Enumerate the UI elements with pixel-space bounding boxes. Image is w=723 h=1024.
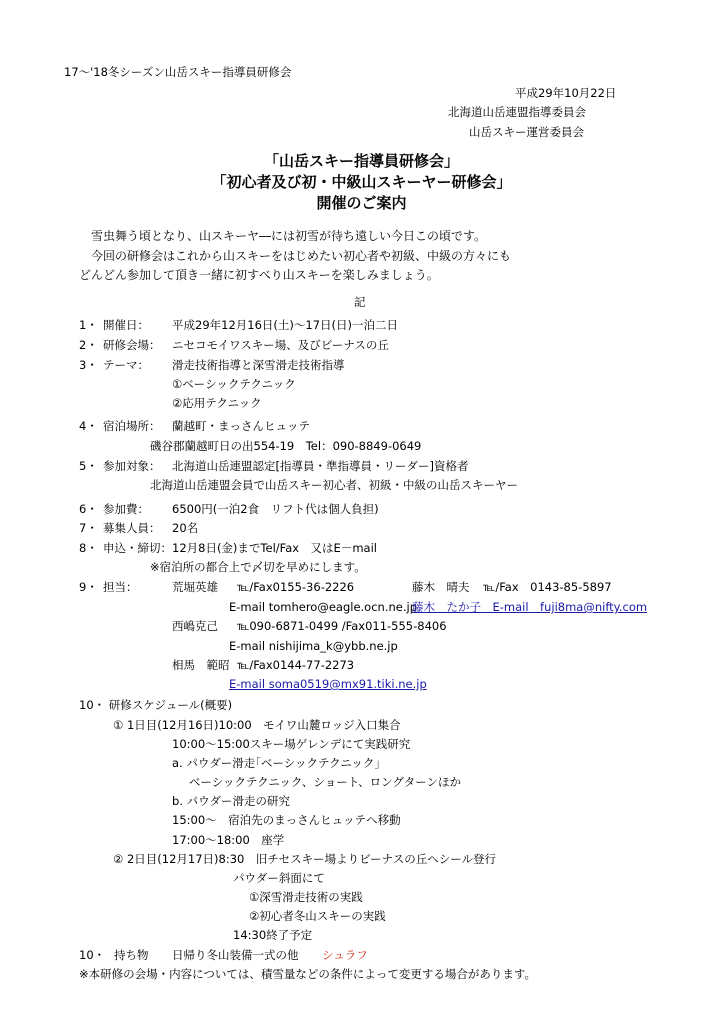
day2-line2: ①深雪滑走技術の実践 bbox=[249, 890, 363, 904]
contact4-email-link[interactable]: E-mail soma0519@mx91.tiki.ne.jp bbox=[229, 677, 427, 691]
item4-num: 4・ bbox=[79, 419, 98, 433]
item8-label: 申込・締切： bbox=[103, 541, 172, 555]
contact3-name: 西嶋克己 bbox=[172, 619, 218, 633]
item8-num: 8・ bbox=[79, 541, 98, 555]
title-line1: 「山岳スキー指導員研修会」 bbox=[263, 152, 459, 170]
item3-sub2: ②応用テクニック bbox=[172, 396, 262, 410]
day1-line5: 15:00～ 宿泊先のまっさんヒュッテへ移動 bbox=[172, 813, 401, 827]
contact3-tel: ℡090-6871-0499 /Fax011-555-8406 bbox=[237, 619, 447, 633]
item6-value: 6500円(一泊2食 リフト代は個人負担) bbox=[172, 502, 379, 516]
item2-label: 研修会場： bbox=[103, 338, 161, 352]
item6-num: 6・ bbox=[79, 502, 98, 516]
contact1-name: 荒堀英雄 bbox=[172, 580, 218, 594]
contact3-email: E-mail nishijima_k@ybb.ne.jp bbox=[229, 639, 398, 653]
item6-label: 参加費： bbox=[103, 502, 149, 516]
day2-line3: ②初心者冬山スキーの実践 bbox=[249, 909, 386, 923]
day2-line4: 14:30終了予定 bbox=[233, 928, 313, 942]
intro-p2: 今回の研修会はこれから山スキーをはじめたい初心者や初級、中級の方々にも bbox=[91, 249, 512, 263]
item4-label: 宿泊場所： bbox=[103, 419, 161, 433]
day2-heading: ② 2日目(12月17日)8:30 旧チセスキー場よりビーナスの丘へシール登行 bbox=[113, 852, 496, 866]
day1-heading: ① 1日目(12月16日)10:00 モイワ山麓ロッジ入口集合 bbox=[113, 718, 401, 732]
title-line2: 「初心者及び初・中級山スキーヤー研修会」 bbox=[211, 173, 512, 191]
contact4-tel: ℡/Fax0144-77-2273 bbox=[237, 658, 355, 672]
item8-note: ※宿泊所の都合上で〆切を早めにします。 bbox=[150, 560, 366, 574]
item5-value: 北海道山岳連盟認定[指導員・準指導員・リーダー]資格者 bbox=[172, 459, 469, 473]
item3-value: 滑走技術指導と深雪滑走技術指導 bbox=[172, 358, 345, 372]
item5-label: 参加対象： bbox=[103, 459, 161, 473]
item5-num: 5・ bbox=[79, 459, 98, 473]
item8-value: 12月8日(金)までTel/Fax 又はE－mail bbox=[172, 541, 377, 555]
item4-address: 磯谷郡蘭越町日の出554-19 Tel：090-8849-0649 bbox=[150, 439, 422, 453]
title-line3: 開催のご案内 bbox=[316, 194, 407, 212]
contact2-name: 藤木 晴夫 bbox=[412, 580, 470, 594]
item9-label: 担当： bbox=[103, 580, 138, 594]
schedule-heading: 10・ 研修スケジュール(概要) bbox=[79, 698, 233, 712]
day1-line1: 10:00～15:00スキー場ゲレンデにて実践研究 bbox=[172, 737, 411, 751]
item5-sub: 北海道山岳連盟会員で山岳スキー初心者、初級・中級の山岳スキーヤー bbox=[150, 478, 518, 492]
item10-value: 日帰り冬山装備一式の他 bbox=[172, 948, 299, 962]
contact1-tel: ℡/Fax0155-36-2226 bbox=[237, 580, 355, 594]
intro-p3: どんどん参加して頂き一緒に初すべり山スキーを楽しみましょう。 bbox=[79, 268, 439, 282]
ki-label: 記 bbox=[354, 295, 366, 309]
day2-line1: パウダー斜面にて bbox=[233, 871, 325, 885]
item7-value: 20名 bbox=[172, 521, 199, 535]
day1-line2: a. パウダー滑走｢ベーシックテクニック｣ bbox=[172, 756, 381, 770]
item4-value: 蘭越町・まっさんヒュッテ bbox=[172, 419, 310, 433]
item2-value: ニセコモイワスキー場、及びビーナスの丘 bbox=[172, 338, 389, 352]
item9-num: 9・ bbox=[79, 580, 98, 594]
contact2-email-link[interactable]: 藤木 たか子 E-mail fuji8ma@nifty.com bbox=[412, 600, 648, 614]
item3-num: 3・ bbox=[79, 358, 98, 372]
series-title: 17～'18冬シーズン山岳スキー指導員研修会 bbox=[64, 65, 292, 79]
item10-num: 10・ bbox=[79, 948, 106, 962]
contact1-email: E-mail tomhero@eagle.ocn.ne.jp bbox=[229, 600, 417, 614]
issuer-org2: 山岳スキー運営委員会 bbox=[469, 125, 584, 139]
footer-note: ※本研修の会場・内容については、積雪量などの条件によって変更する場合があります。 bbox=[79, 967, 536, 981]
item3-sub1: ①ベーシックテクニック bbox=[172, 377, 296, 391]
item1-num: 1・ bbox=[79, 318, 98, 332]
item1-label: 開催日： bbox=[103, 318, 149, 332]
issue-date: 平成29年10月22日 bbox=[515, 86, 617, 100]
day1-line3: ベーシックテクニック、ショート、ロングターンほか bbox=[189, 775, 461, 789]
item10-label: 持ち物 bbox=[114, 948, 149, 962]
contact4-name: 相馬 範昭 bbox=[172, 658, 230, 672]
item3-label: テーマ： bbox=[103, 358, 149, 372]
issuer-org1: 北海道山岳連盟指導委員会 bbox=[448, 105, 586, 119]
item7-label: 募集人員： bbox=[103, 521, 161, 535]
item2-num: 2・ bbox=[79, 338, 98, 352]
day1-line4: b. パウダー滑走の研究 bbox=[172, 794, 290, 808]
day1-line6: 17:00～18:00 座学 bbox=[172, 833, 285, 847]
item7-num: 7・ bbox=[79, 521, 98, 535]
item10-highlight: シュラフ bbox=[322, 948, 368, 962]
item1-value: 平成29年12月16日(土)～17日(日)一泊二日 bbox=[172, 318, 398, 332]
intro-p1: 雪虫舞う頃となり、山スキーヤ―には初雪が待ち遠しい今日この頃です。 bbox=[91, 229, 487, 243]
contact2-tel: ℡/Fax 0143-85-5897 bbox=[483, 580, 612, 594]
